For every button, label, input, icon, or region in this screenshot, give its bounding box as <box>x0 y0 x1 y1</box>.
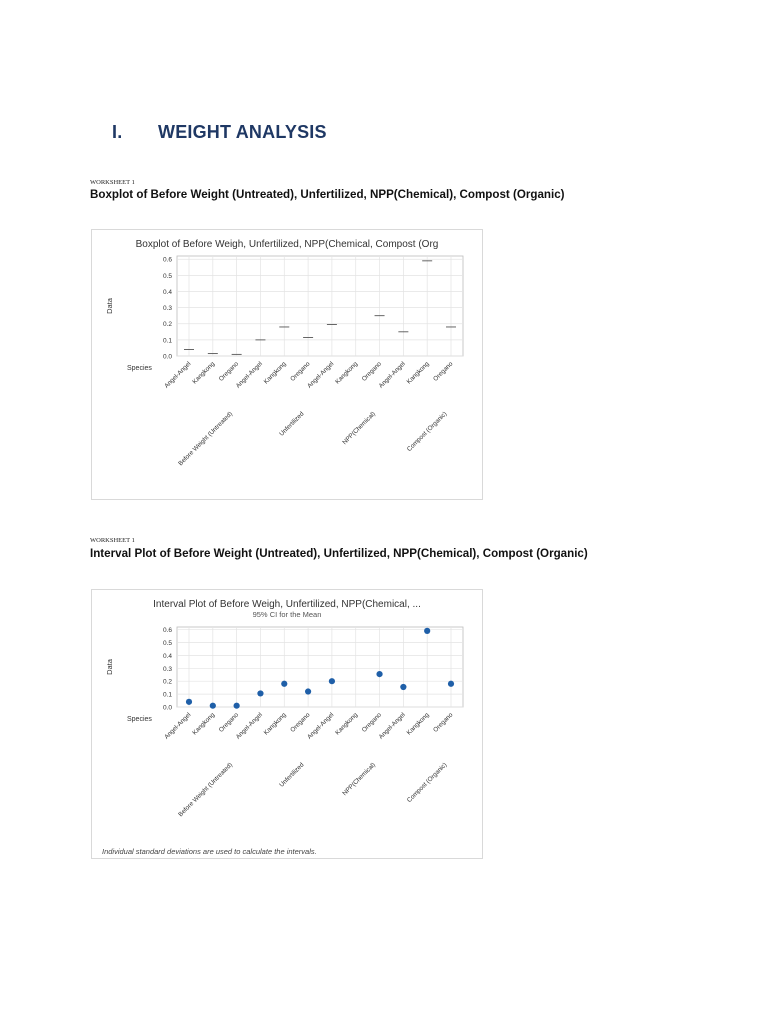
species-tick-label: Kangkong <box>334 711 360 737</box>
section-title: WEIGHT ANALYSIS <box>158 122 327 142</box>
section-heading <box>112 122 327 143</box>
y-tick-label: 0.5 <box>162 639 172 647</box>
species-tick-label: Oregano <box>432 360 455 383</box>
x-axis-label: Species <box>127 365 152 372</box>
species-tick-label: Oregano <box>289 360 312 383</box>
y-axis-label: Data <box>105 659 114 675</box>
plot-area <box>177 627 463 707</box>
y-tick-label: 0.3 <box>162 305 172 313</box>
species-tick-label: Kangkong <box>334 360 360 386</box>
interval-mean-point <box>257 690 263 696</box>
species-tick-label: Kangkong <box>191 360 217 386</box>
section-number: I. <box>112 122 123 142</box>
species-tick-label: Angel-Angel <box>163 360 193 390</box>
group-tick-label: Before Weight (Untreated) <box>177 410 235 468</box>
species-tick-label: Kangkong <box>191 711 217 737</box>
species-tick-label: Oregano <box>360 360 383 383</box>
y-tick-label: 0.1 <box>162 691 172 699</box>
y-tick-label: 0.2 <box>162 321 172 329</box>
worksheet-title: Boxplot of Before Weight (Untreated), Unfertilized, NPP(Chemical), Compost (Organic) <box>90 188 565 201</box>
interval-mean-point <box>234 703 240 709</box>
species-tick-label: Angel-Angel <box>377 711 407 741</box>
y-tick-label: 0.6 <box>162 256 172 264</box>
interval-mean-point <box>305 688 311 694</box>
species-tick-label: Kangkong <box>262 711 288 737</box>
group-tick-label: Unfertilized <box>278 410 306 438</box>
interval-mean-point <box>376 671 382 677</box>
worksheet-title: Interval Plot of Before Weight (Untreated), Unfertilized, NPP(Chemical), Compost (Organic) <box>90 547 588 560</box>
interval-mean-point <box>448 681 454 687</box>
boxplot-svg <box>92 230 482 499</box>
worksheet-label: WORKSHEET 1 <box>90 537 135 544</box>
species-tick-label: Angel-Angel <box>163 711 193 741</box>
group-tick-label: NPP(Chemical) <box>341 761 377 798</box>
group-tick-label: Compost (Organic) <box>405 410 449 454</box>
plot-area <box>177 256 463 356</box>
interval-plot-svg <box>92 590 482 858</box>
worksheet-label: WORKSHEET 1 <box>90 179 135 186</box>
y-tick-label: 0.0 <box>162 704 172 712</box>
interval-mean-point <box>400 684 406 690</box>
y-tick-label: 0.5 <box>162 272 172 280</box>
interval-mean-point <box>186 699 192 705</box>
y-tick-label: 0.4 <box>162 652 172 660</box>
species-tick-label: Angel-Angel <box>306 711 336 741</box>
y-tick-label: 0.6 <box>162 627 172 635</box>
y-axis-label: Data <box>105 298 114 314</box>
species-tick-label: Kangkong <box>405 360 431 386</box>
boxplot-chart <box>91 229 483 500</box>
group-tick-label: NPP(Chemical) <box>341 410 377 447</box>
species-tick-label: Oregano <box>289 711 312 734</box>
interval-mean-point <box>210 703 216 709</box>
chart-title: Boxplot of Before Weigh, Unfertilized, NPP(Chemical, Compost (Org <box>135 239 439 250</box>
interval-mean-point <box>424 628 430 634</box>
species-tick-label: Oregano <box>432 711 455 734</box>
y-tick-label: 0.0 <box>162 353 172 361</box>
group-tick-label: Unfertilized <box>278 761 306 789</box>
species-tick-label: Angel-Angel <box>234 711 264 741</box>
species-tick-label: Angel-Angel <box>234 360 264 390</box>
interval-mean-point <box>329 678 335 684</box>
interval-mean-point <box>281 681 287 687</box>
x-axis-label: Species <box>127 716 152 723</box>
y-tick-label: 0.1 <box>162 337 172 345</box>
species-tick-label: Kangkong <box>405 711 431 737</box>
chart-title: Interval Plot of Before Weigh, Unfertilized, NPP(Chemical, ... <box>153 599 421 610</box>
y-tick-label: 0.4 <box>162 288 172 296</box>
y-tick-label: 0.2 <box>162 678 172 686</box>
group-tick-label: Compost (Organic) <box>405 761 449 805</box>
chart-footnote: Individual standard deviations are used to calculate the intervals. <box>102 847 317 856</box>
group-tick-label: Before Weight (Untreated) <box>177 761 235 819</box>
species-tick-label: Oregano <box>360 711 383 734</box>
species-tick-label: Angel-Angel <box>377 360 407 390</box>
species-tick-label: Oregano <box>217 360 241 383</box>
species-tick-label: Oregano <box>217 711 241 734</box>
species-tick-label: Angel-Angel <box>306 360 336 390</box>
interval-plot-chart <box>91 589 483 859</box>
chart-subtitle: 95% CI for the Mean <box>252 610 322 619</box>
species-tick-label: Kangkong <box>262 360 288 386</box>
y-tick-label: 0.3 <box>162 665 172 673</box>
